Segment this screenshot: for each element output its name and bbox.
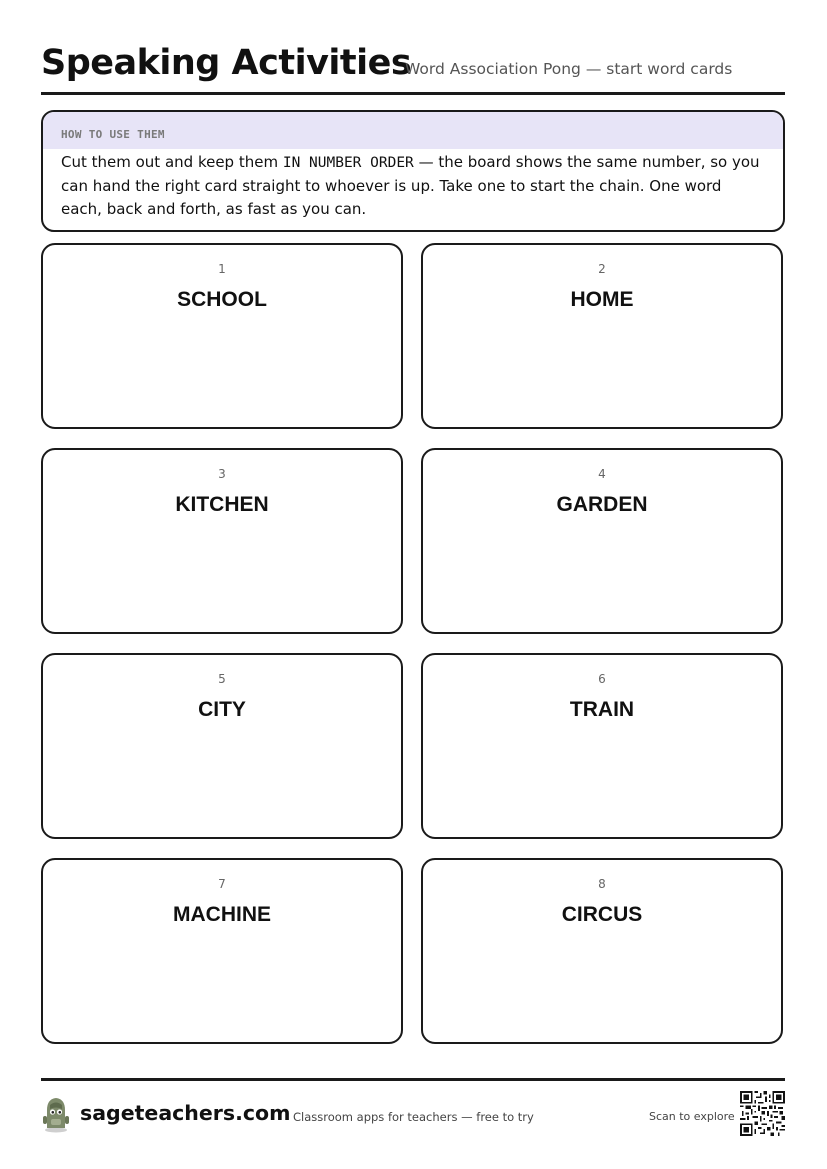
how-to-heading: HOW TO USE THEM <box>43 112 783 149</box>
page-subtitle: Word Association Pong — start word cards <box>405 60 733 78</box>
word-card <box>41 243 403 429</box>
card-number: 8 <box>598 877 606 891</box>
card-word: GARDEN <box>556 493 648 516</box>
word-card <box>421 858 783 1044</box>
how-to-text <box>43 149 783 221</box>
page-header <box>41 40 785 95</box>
card-number: 1 <box>218 262 226 276</box>
how-to-emphasis: IN NUMBER ORDER <box>282 155 414 171</box>
word-card-grid <box>41 243 787 1049</box>
card-word: CIRCUS <box>561 903 643 926</box>
qr-code-icon[interactable] <box>740 1091 785 1136</box>
card-word: CITY <box>198 698 246 721</box>
word-card <box>41 858 403 1044</box>
page-title: Speaking Activities <box>41 43 412 83</box>
card-number: 7 <box>218 877 226 891</box>
how-to-text-start: Cut them out and keep them <box>61 153 283 171</box>
word-card <box>41 448 403 634</box>
card-number: 5 <box>218 672 226 686</box>
brand-link[interactable]: sageteachers.com <box>80 1101 291 1125</box>
card-word: TRAIN <box>569 698 635 721</box>
card-word: MACHINE <box>173 903 271 926</box>
word-card <box>421 448 783 634</box>
how-to-text-end: — the board shows the same number, so you can hand the right card straight to whoever is up. Take one to start the chain. One word each, back and forth, as fast as you can. <box>61 153 760 218</box>
word-card <box>41 653 403 839</box>
footer-divider <box>41 1078 785 1081</box>
how-to-box <box>41 110 785 232</box>
card-word: SCHOOL <box>177 288 267 311</box>
card-number: 2 <box>598 262 606 276</box>
card-number: 6 <box>598 672 606 686</box>
word-card <box>421 243 783 429</box>
card-number: 3 <box>218 467 226 481</box>
card-word: KITCHEN <box>175 493 269 516</box>
word-card <box>421 653 783 839</box>
scan-label: Scan to explore <box>649 1110 735 1123</box>
sage-mascot-icon[interactable] <box>41 1095 71 1133</box>
card-number: 4 <box>598 467 606 481</box>
footer-tagline: Classroom apps for teachers — free to try <box>293 1110 534 1124</box>
card-word: HOME <box>570 288 634 311</box>
